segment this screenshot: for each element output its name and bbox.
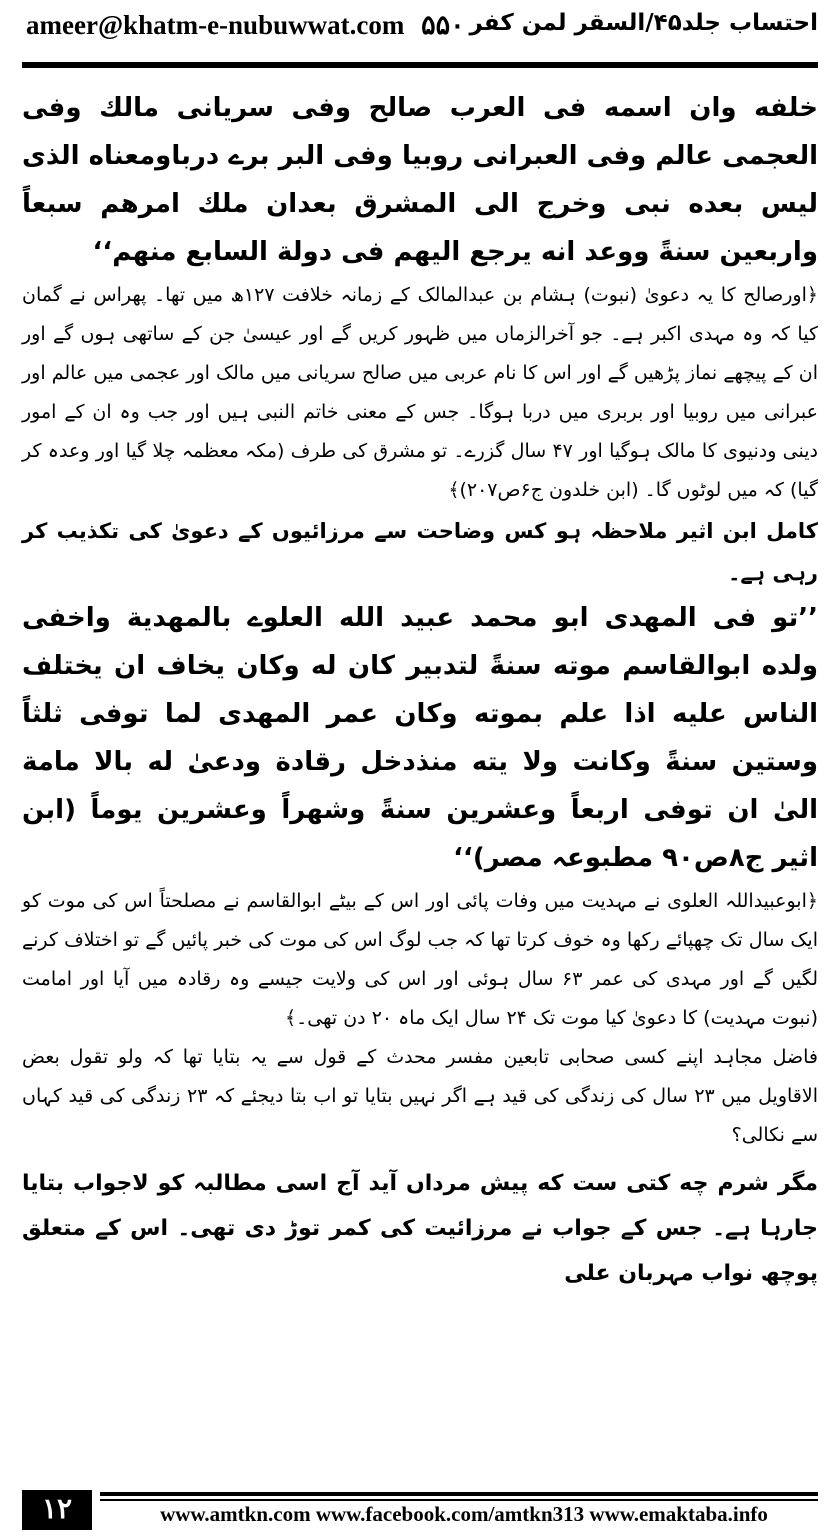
footer-rule-thin	[100, 1499, 818, 1501]
footer-links: www.amtkn.com www.facebook.com/amtkn313 www.emaktaba.info	[160, 1502, 768, 1526]
urdu-translation-2: ﴿ابوعبیداللہ العلوی نے مہدیت میں وفات پائی اور اس کے بیٹے ابوالقاسم نے مصلحتاً اس کی موت کو ایک سال تک چھپائے رکھا وہ خوف کرتا تھا کہ جب لوگ اس کی موت کی خبر پائیں گے تو اختلاف کرنے لگیں گے اور مہدی کی عمر ۶۳ سال ہوئی اور اس کی ولایت جیسے وہ رقادہ میں آیا اور امامت (نبوت مہدیت) کا دعویٰ کیا موت تک ۲۴ سال ایک ماہ ۲۰ دن تھی۔﴾	[22, 890, 818, 1029]
header-title: احتساب جلد۴۵/السقر لمن کفر	[469, 10, 818, 36]
header-divider	[22, 62, 818, 68]
arabic-quote-1: خلفه وان اسمه فی العرب صالح وفی سریانی مالك وفی العجمی عالم وفی العبرانی روبیا وفی البر برے درباومعناه الذی لیس بعده نبی وخرج الی المشرق بعدان ملك امرهم سبعاً واربعین سنةً ووعد انه یرجع الیهم فی دولة السابع منهم‘‘	[22, 93, 818, 267]
page-footer	[0, 1490, 840, 1540]
urdu-question: فاضل مجاہد اپنے کسی صحابی تابعین مفسر محدث کے قول سے یہ بتایا تھا کہ ولو تقول بعض الاقاویل میں ۲۳ سال کی زندگی کی قید ہے اگر نہیں بتایا تو اب بتا دیجئے کہ ۲۳ زندگی کی قید کہاں سے نکالی؟	[22, 1046, 819, 1146]
header-email: ameer@khatm-e-nubuwwat.com	[26, 10, 405, 40]
arabic-quote-2: ’’تو فی المهدی ابو محمد عبید الله العلوے بالمهدیة واخفی ولده ابوالقاسم موته سنةً لتدبیر كان له وكان یخاف ان یختلف الناس علیه اذا علم بموته وكان عمر المهدی لما توفی ثلثاً وستین سنةً وكانت ولا یته منذدخل رقادة ودعیٰ له بالا مامة الیٰ ان توفی اربعاً وعشرین سنةً وشهراً وعشرین یوماً (ابن اثیر ج۸ص۹۰ مطبوعہ مصر)‘‘	[22, 603, 818, 873]
header-left	[26, 10, 465, 41]
page-number: ۱۲	[22, 1490, 92, 1530]
page-body	[22, 84, 818, 1296]
closing-paragraph: مگر شرم چه کتی ست که پیش مرداں آید آج اسی مطالبہ کو لاجواب بتایا جارہا ہے۔ جس کے جواب نے مرزائیت کی کمر توڑ دی تھی۔ اس کے متعلق پوچھ نواب مہربان علی	[22, 1171, 818, 1286]
header-page-code: ۵۵۰	[421, 10, 465, 40]
footer-rule-thick	[100, 1492, 818, 1496]
page-header	[0, 0, 840, 62]
urdu-note-ibn-athir: کامل ابن اثیر ملاحظہ ہو کس وضاحت سے مرزائیوں کے دعویٰ کی تکذیب کر رہی ہے۔	[22, 519, 818, 585]
urdu-translation-1: ﴿اورصالح کا یہ دعویٰ (نبوت) ہشام بن عبدالمالک کے زمانہ خلافت ۱۲۷ھ میں تھا۔ پھراس نے گمان کیا کہ وہ مہدی اکبر ہے۔ جو آخرالزماں میں ظہور کریں گے اور عیسیٰ جن کے ساتھی ہوں گے اور ان کے پیچھے نماز پڑھیں گے اور اس کا نام عربی میں صالح سریانی میں مالک اور عجمی میں عالم اور عبرانی میں روبیا اور بربری میں دربا ہوگا۔ جس کے معنی خاتم النبی ہیں اور جب وہ ان کے امور دینی ودنیوی کا مالک ہوگیا اور ۴۷ سال گزرے۔ تو مشرق کی طرف (مکہ معظمہ چلا گیا اور وعدہ کر گیا) کہ میں لوٹوں گا۔ (ابن خلدون ج۶ص۲۰۷)﴾	[22, 284, 818, 501]
